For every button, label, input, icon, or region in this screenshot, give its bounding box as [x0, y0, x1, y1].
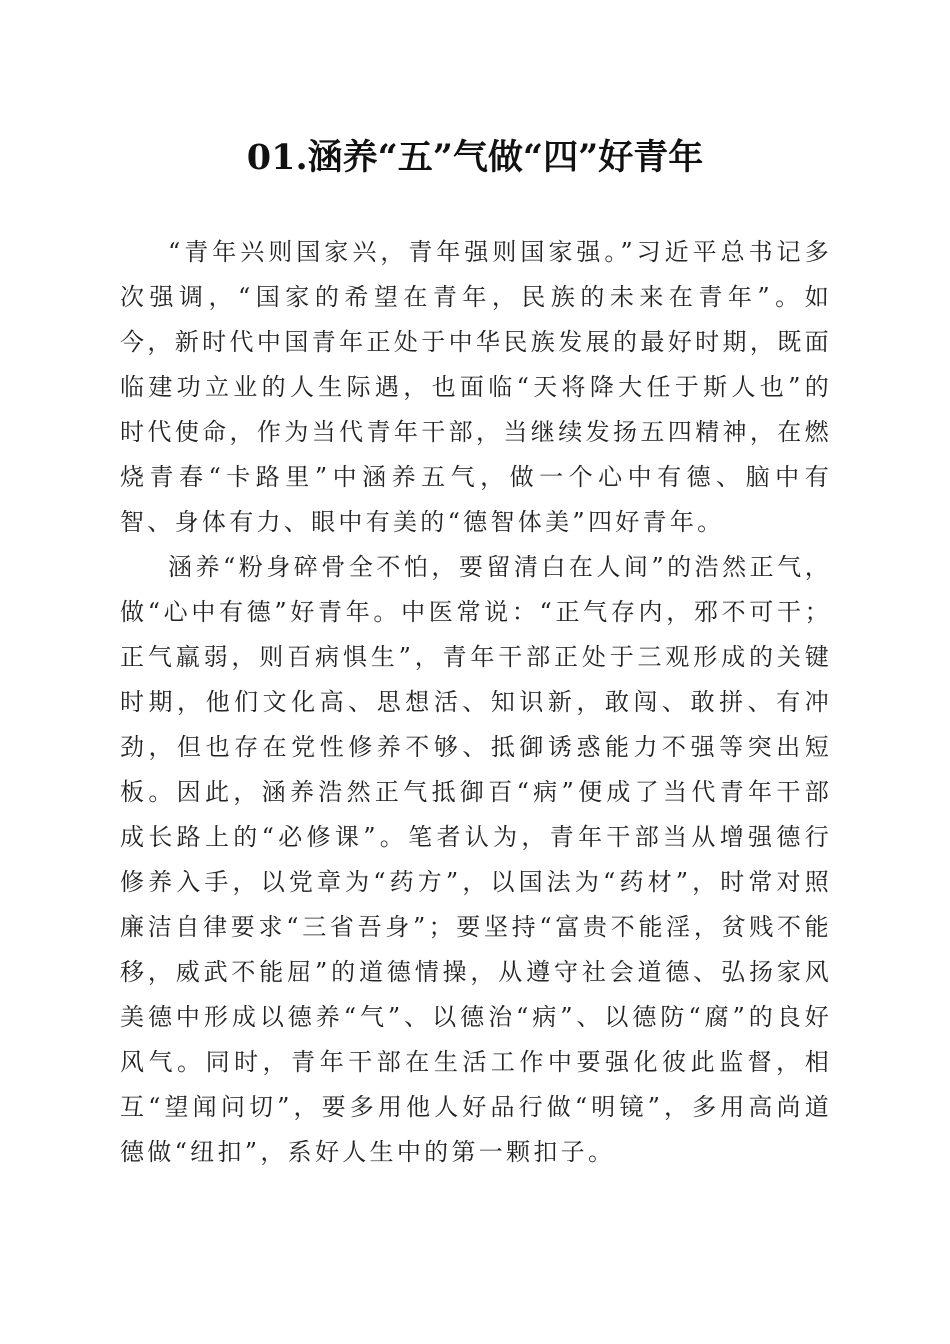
document-title: 01.涵养“五”气做“四”好青年	[246, 137, 704, 178]
paragraph-integrity: 涵养“粉身碎骨全不怕，要留清白在人间”的浩然正气，做“心中有德”好青年。中医常说：“正气存内，邪不可干；正气羸弱，则百病惧生”，青年干部正处于三观形成的关键时期，他们文化高、思想活、知识新，敢闯、敢拼、有冲劲，但也存在党性修养不够、抵御诱惑能力不强等突出短板。因此，涵养浩然正气抵御百“病”便成了当代青年干部成长路上的“必修课”。笔者认为，青年干部当从增强德行修养入手，以党章为“药方”，以国法为“药材”，时常对照廉洁自律要求“三省吾身”；要坚持“富贵不能淫，贫贱不能移，威武不能屈”的道德情操，从遵守社会道德、弘扬家风美德中形成以德养“气”、以德治“病”、以德防“腐”的良好风气。同时，青年干部在生活工作中要强化彼此监督，相互“望闻问切”，要多用他人好品行做“明镜”，多用高尚道德做“纽扣”，系好人生中的第一颗扣子。	[120, 553, 832, 1166]
document-body	[120, 230, 832, 1175]
paragraph-intro: “青年兴则国家兴，青年强则国家强。”习近平总书记多次强调，“国家的希望在青年，民族的未来在青年”。如今，新时代中国青年正处于中华民族发展的最好时期，既面临建功立业的人生际遇，也面临“天将降大任于斯人也”的时代使命，作为当代青年干部，当继续发扬五四精神，在燃烧青春“卡路里”中涵养五气，做一个心中有德、脑中有智、身体有力、眼中有美的“德智体美”四好青年。	[120, 238, 832, 536]
